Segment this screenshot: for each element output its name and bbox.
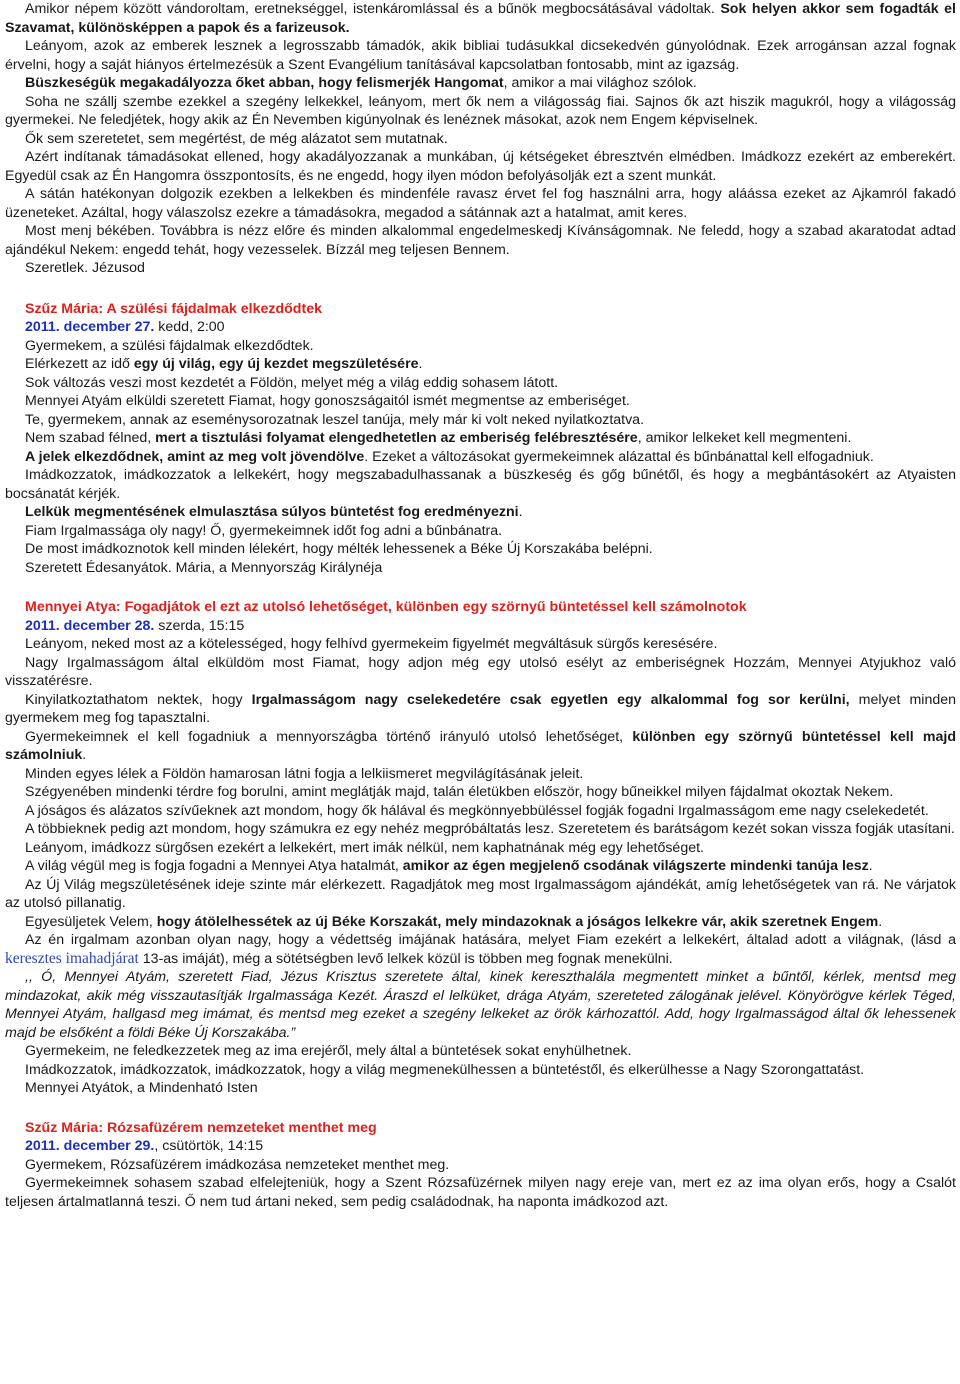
paragraph-text: Gyermekeimnek el kell fogadniuk a mennyországba történő irányuló utolsó lehetőséget, — [25, 728, 633, 745]
paragraph: Te, gyermekem, annak az eseménysorozatnak leszel tanúja, mely már ki volt neked nyilatkoztatva. — [25, 411, 645, 428]
paragraph: Szégyenében mindenki térdre fog borulni, amint meglátják majd, talán életükben először, hogy bűneikkel milyen fájdalmat okoztak Nekem. — [25, 784, 894, 800]
paragraph: Gyermekeimnek sohasem szabad elfelejteniük, hogy a Szent Rózsafüzérnek milyen nagy ereje van, mert ez az ima olyan erős, hogy a Csalót teljesen ártalmatlanná teszi. Ő nem tud ártani neked, sem pedig családodnak, ha naponta imádkozod azt. — [5, 1175, 956, 1210]
paragraph: Gyermekeim, ne feledkezzetek meg az ima erejéről, mely által a büntetések sokat enyhülhetnek. — [25, 1043, 632, 1059]
paragraph: Imádkozzatok, imádkozzatok a lelkekért, hogy megszabadulhassanak a büszkeség és gőg bűnétől, és hogy a megbántásokért az Atyaisten bocsánatát kérjék. — [5, 467, 956, 502]
signature: Mennyei Atyátok, a Mindenható Isten — [25, 1080, 258, 1096]
paragraph — [5, 728, 956, 765]
emphasis-text: egy új világ, egy új kezdet megszületésére — [133, 356, 419, 372]
signature: Szeretlek. Jézusod — [25, 260, 145, 276]
paragraph-text: , amikor a mai világhoz szólok. — [503, 75, 697, 91]
message-dateline — [5, 617, 956, 636]
paragraph-text: A világ végül meg is fogja fogadni a Mennyei Atya hatalmát, — [25, 858, 403, 874]
emphasis-text: különben egy szörnyű büntetéssel kell majd számolniuk — [5, 728, 956, 763]
paragraph: Fiam Irgalmassága oly nagy! Ő, gyermekeimnek időt fog adni a bűnbánatra. — [25, 522, 503, 539]
paragraph — [5, 355, 956, 374]
paragraph-text: Amikor népem között vándoroltam, eretnekséggel, istenkáromlással és a bűnök megbocsátásával vádoltak. — [25, 1, 721, 17]
emphasis-text: mert a tisztulási folyamat elengedhetetlen az emberiség felébresztésére — [155, 430, 638, 446]
message-time: , csütörtök, 14:15 — [154, 1138, 264, 1154]
italic-prayer: ,, Ó, Mennyei Atyám, szeretett Fiad, Jézus Krisztus szeretete által, kinek kereszthalála megmentett minket a bűntől, kérlek, mentsd meg mindazokat, akik még visszautasítják Irgalmassága Kezét. Áraszd el lelküket, drága Atyám, szereteted zálogának jelével. Könyörögve kérlek Téged, Mennyei Atyám, hallgasd meg imámat, és mentsd meg ezeket a szegény lelkeket az örök kárhozattól. Add, hogy Irgalmasságod által ők lehessenek majd be elsőként a földi Béke Új Korszakába.” — [5, 969, 956, 1041]
paragraph: A jóságos és alázatos szívűeknek azt mondom, hogy ők hálával és megkönnyebbüléssel fogják fogadni Irgalmasságom eme nagy cselekedetét. — [25, 802, 929, 819]
emphasis-text: Büszkeségük megakadályozza őket abban, hogy felismerjék Hangomat — [25, 75, 504, 91]
paragraph-text: Elérkezett az idő — [25, 356, 134, 372]
paragraph-text: Kinyilatkoztathatom nektek, hogy — [25, 691, 252, 708]
paragraph — [5, 429, 956, 448]
paragraph-text: . — [868, 858, 873, 874]
emphasis-text: A jelek elkezdődnek, amint az meg volt jövendölve — [25, 448, 365, 465]
paragraph: Gyermekem, a szülési fájdalmak elkezdődtek. — [25, 337, 314, 354]
paragraph: Leányom, azok az emberek lesznek a legrosszabb támadók, akik bibliai tudásukkal dicsekedvén gúnyolódnak. Ezek arrogánsan azzal fognak érvelni, hogy a saját hiányos értelmezésük a Szent Evangélium tanításával kapcsolatban fontosabb, mint az igazság. — [5, 38, 956, 73]
paragraph: De most imádkoznotok kell minden lélekért, hogy mélték lehessenek a Béke Új Korszakába belépni. — [25, 541, 653, 557]
paragraph: Minden egyes lélek a Földön hamarosan látni fogja a lelkiismeret megvilágításának jeleit. — [25, 765, 584, 782]
paragraph: Imádkozzatok, imádkozzatok, imádkozzatok, hogy a világ megmenekülhessen a büntetéstől, és elkerülhesse a Nagy Szorongattatást. — [25, 1061, 865, 1078]
paragraph: Mennyei Atyám elküldi szeretett Fiamat, hogy gonoszságaitól ismét megmentse az emberiséget. — [25, 393, 630, 409]
paragraph — [5, 503, 956, 522]
emphasis-text: amikor az égen megjelenő csodának világszerte mindenki tanúja lesz — [402, 858, 869, 874]
paragraph — [5, 691, 956, 728]
message-date: 2011. december 28. — [25, 617, 155, 634]
paragraph — [5, 931, 956, 968]
paragraph-text: melyet minden gyermekem meg fog tapasztalni. — [5, 691, 957, 726]
paragraph-text: . Ezeket a változásokat gyermekeimnek alázattal és bűnbánattal kell elfogadniuk. — [364, 448, 874, 465]
paragraph-text: Egyesüljetek Velem, — [25, 913, 157, 930]
message-dateline — [5, 318, 956, 337]
message-time: szerda, 15:15 — [154, 617, 245, 634]
section-spacer — [5, 1098, 956, 1119]
paragraph: A többieknek pedig azt mondom, hogy számukra ez egy nehéz megpróbáltatás lesz. Szeretetem és barátságom kezét sokan vissza fogják utasítani. — [25, 821, 955, 837]
section-spacer — [5, 278, 956, 300]
emphasis-text: hogy átölelhessétek az új Béke Korszakát, mely mindazoknak a jóságos lelkekre vár, akik szeretnek Engem — [156, 913, 879, 930]
paragraph-text: . — [518, 504, 523, 520]
message-title: Mennyei Atya: Fogadjátok el ezt az utolsó lehetőséget, különben egy szörnyű büntetéssel kell számolnotok — [25, 599, 747, 615]
message-time: kedd, 2:00 — [154, 319, 225, 335]
message-date: 2011. december 27. — [25, 319, 155, 335]
paragraph: Az Új Világ megszületésének ideje szinte már elérkezett. Ragadjátok meg most Irgalmasságom ajándékát, amíg lehetőségetek van rá. Ne várjatok az utolsó pillanatig. — [5, 876, 956, 911]
paragraph-text: Az én irgalmam azonban olyan nagy, hogy a védettség imájának hatására, melyet Fiam ezekért a lelkekért, általad adott a világnak, (lásd a — [25, 932, 956, 948]
message-dateline — [5, 1137, 956, 1156]
paragraph: Leányom, imádkozz sürgősen ezekért a lelkekért, mert imák nélkül, nem kaphatnának még egy lehetőséget. — [25, 839, 704, 856]
paragraph — [5, 74, 956, 93]
paragraph: Ők sem szeretetet, sem megértést, de még alázatot sem mutatnak. — [25, 130, 448, 147]
emphasis-text: Sok helyen akkor sem fogadták el Szavamat, különösképpen a papok és a farizeusok. — [5, 1, 956, 36]
paragraph-text: Nem szabad félned, — [25, 430, 156, 446]
emphasis-text: Irgalmasságom nagy cselekedetére csak egyetlen egy alkalommal fog sor kerülni, — [251, 691, 850, 708]
signature: Szeretett Édesanyátok. Mária, a Mennyország Királynéja — [25, 559, 383, 576]
paragraph: Gyermekem, Rózsafüzérem imádkozása nemzeteket menthet meg. — [25, 1156, 450, 1173]
paragraph: Most menj békében. Továbbra is nézz előre és minden alkalommal engedelmeskedj Kívánságomnak. Ne feledd, hogy a szabad akaratodat adtad ajándékul Nekem: engedd tehát, hogy vezesselek. Bízzál meg teljesen Bennem. — [5, 223, 956, 258]
paragraph-text: . — [82, 747, 87, 763]
paragraph: Leányom, neked most az a kötelességed, hogy felhívd gyermekeim figyelmét megváltásuk sürgős keresésére. — [25, 636, 718, 652]
paragraph-text: . — [878, 913, 883, 930]
message-title: Szűz Mária: A szülési fájdalmak elkezdődtek — [25, 300, 322, 317]
message-title: Szűz Mária: Rózsafüzérem nemzeteket menthet meg — [25, 1119, 377, 1136]
section-spacer — [5, 577, 956, 598]
paragraph — [5, 448, 956, 467]
paragraph: Soha ne szállj szembe ezekkel a szegény lelkekkel, leányom, mert ők nem a világosság fiai. Sajnos ők azt hiszik magukról, hogy a világosság gyermekei. Ne feledjétek, hogy akik az Én Nevemben kigúnyolnak és lenéznek másokat, azok nem Engem képviselnek. — [5, 93, 956, 128]
paragraph — [5, 857, 956, 876]
paragraph: Azért indítanak támadásokat ellened, hogy akadályozzanak a munkában, új kétségeket ébresztvén elmédben. Imádkozz ezekért az emberekért. Egyedül csak az Én Hangomra összpontosíts, és ne engedd, hogy ilyen módon befolyásolják ezt a szent munkát. — [5, 149, 956, 184]
paragraph-text: 13-as imáját), még a sötétségben levő lelkek közül is többen meg fognak menekülni. — [138, 950, 673, 967]
paragraph: A sátán hatékonyan dolgozik ezekben a lelkekben és mindenféle ravasz érvet fel fog használni arra, hogy aláássa ezeket az Ajkamról fakadó üzeneteket. Azáltal, hogy válaszolsz ezekre a támadásokra, megadod a sátánnak azt a hatalmat, amit keres. — [5, 186, 956, 221]
prayer-crusade-link[interactable]: keresztes imahadjárat — [5, 949, 139, 967]
emphasis-text: Lelkük megmentésének elmulasztása súlyos büntetést fog eredményezni — [25, 504, 519, 520]
message-date: 2011. december 29. — [25, 1138, 155, 1154]
prayer-text — [5, 968, 956, 1042]
paragraph: Nagy Irgalmasságom által elküldöm most Fiamat, hogy adjon még egy utolsó esélyt az emberiségnek Hozzám, Mennyei Atyjukhoz való visszatérésre. — [5, 654, 956, 689]
paragraph: Sok változás veszi most kezdetét a Földön, melyet még a világ eddig sohasem látott. — [25, 374, 559, 391]
paragraph — [5, 913, 956, 932]
paragraph — [5, 0, 956, 37]
paragraph-text: , amikor lelkeket kell megmenteni. — [637, 430, 852, 446]
paragraph-text: . — [418, 356, 423, 372]
